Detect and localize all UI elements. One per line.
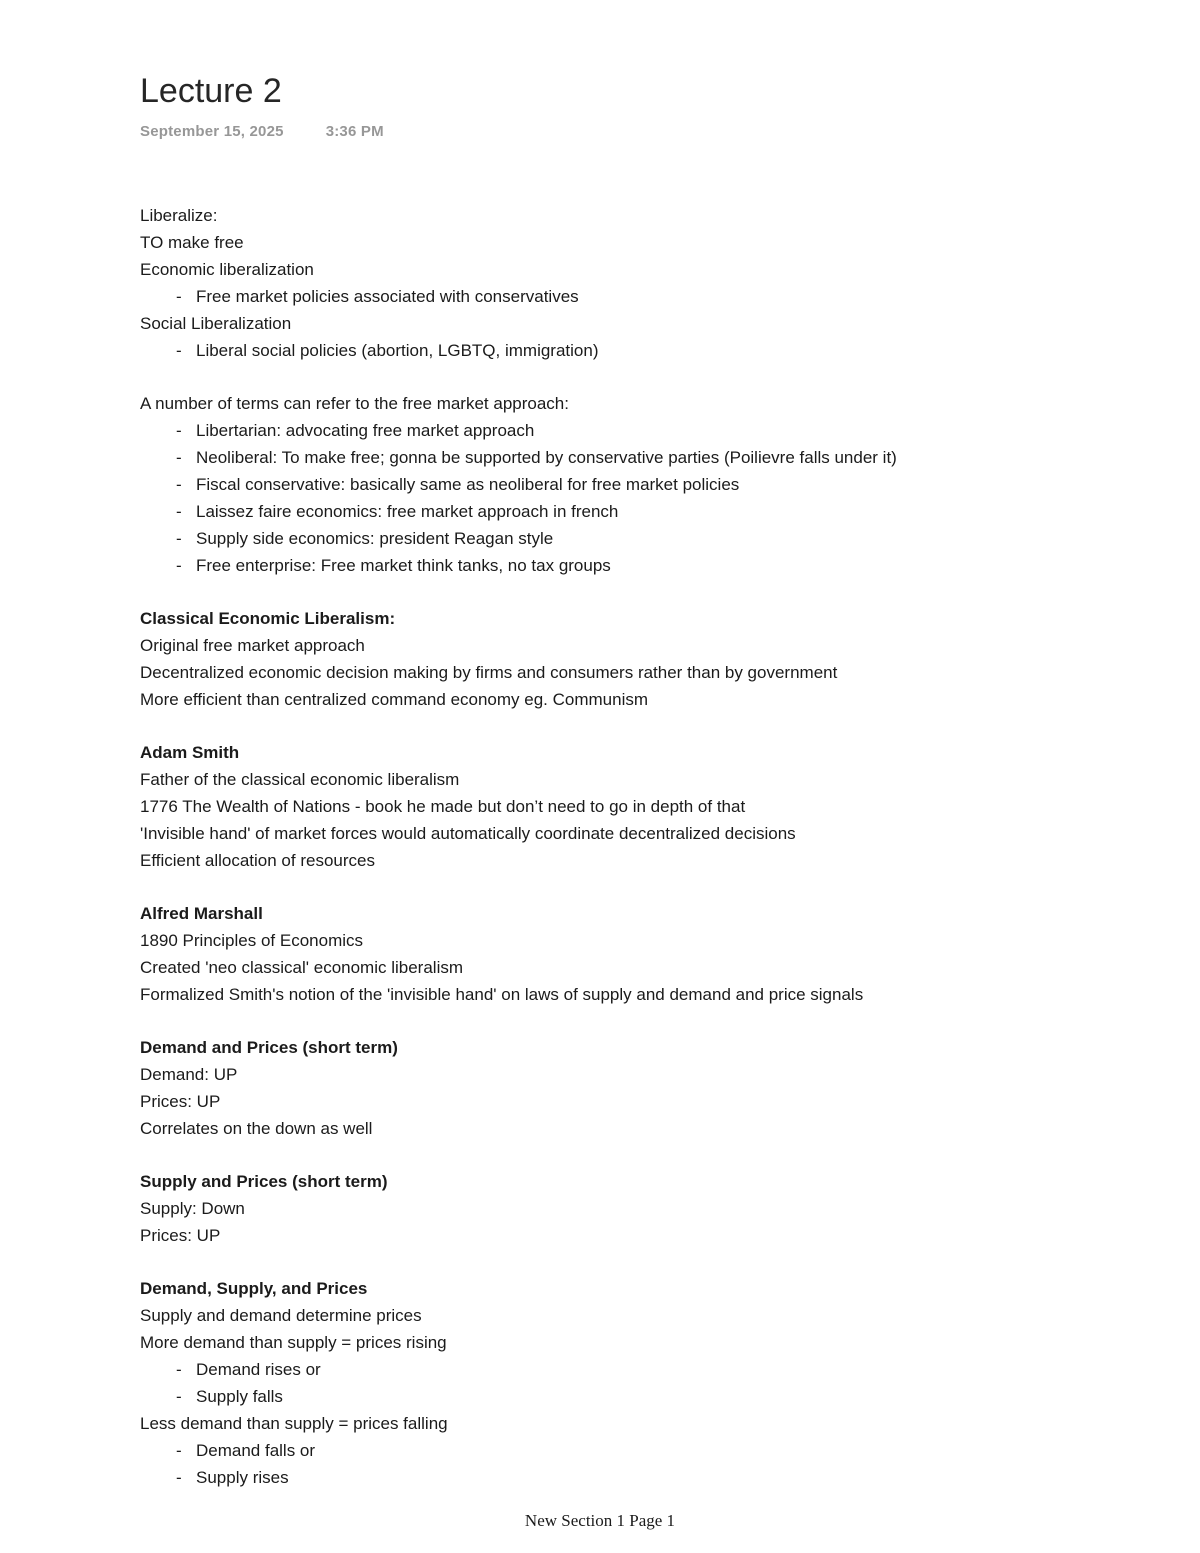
bullet-line [140, 471, 1090, 498]
bullet-dash-icon: - [176, 475, 182, 494]
text-line: Economic liberalization [140, 260, 314, 279]
page-title: Lecture 2 [140, 72, 282, 110]
heading-line: Supply and Prices (short term) [140, 1172, 388, 1191]
bullet-text: Supply falls [196, 1387, 283, 1406]
page-datetime [140, 123, 1090, 140]
text-line: Liberalize: [140, 206, 218, 225]
bullet-line [140, 444, 1090, 471]
bullet-dash-icon: - [176, 556, 182, 575]
text-line: A number of terms can refer to the free market approach: [140, 394, 569, 413]
page-footer: New Section 1 Page 1 [524, 1511, 676, 1530]
bullet-text: Liberal social policies (abortion, LGBTQ, immigration) [196, 341, 599, 360]
text-line: Social Liberalization [140, 314, 292, 333]
text-line: Formalized Smith's notion of the 'invisible hand' on laws of supply and demand and price signals [140, 985, 864, 1004]
bullet-dash-icon: - [176, 448, 182, 467]
text-line: 1890 Principles of Economics [140, 931, 364, 950]
bullet-text: Libertarian: advocating free market approach [196, 421, 535, 440]
note-section [140, 390, 1090, 579]
bullet-dash-icon: - [176, 287, 182, 306]
notes-body [140, 202, 1090, 1491]
text-line: 1776 The Wealth of Nations - book he made but don’t need to go in depth of that [140, 797, 746, 816]
text-line: 'Invisible hand' of market forces would automatically coordinate decentralized decisions [140, 824, 796, 843]
bullet-line [140, 1437, 1090, 1464]
bullet-text: Demand rises or [196, 1360, 321, 1379]
note-section [140, 900, 1090, 1008]
text-line: Less demand than supply = prices falling [140, 1414, 448, 1433]
bullet-line [140, 337, 1090, 364]
text-line: TO make free [140, 233, 244, 252]
note-section [140, 605, 1090, 713]
bullet-text: Supply rises [196, 1468, 289, 1487]
page-content [140, 72, 1090, 1491]
bullet-text: Fiscal conservative: basically same as neoliberal for free market policies [196, 475, 740, 494]
bullet-dash-icon: - [176, 421, 182, 440]
bullet-line [140, 417, 1090, 444]
note-section [140, 739, 1090, 874]
bullet-line [140, 525, 1090, 552]
text-line: Correlates on the down as well [140, 1119, 373, 1138]
bullet-dash-icon: - [176, 1468, 182, 1487]
bullet-text: Supply side economics: president Reagan style [196, 529, 554, 548]
text-line: Prices: UP [140, 1226, 221, 1245]
note-section [140, 1275, 1090, 1491]
text-line: Decentralized economic decision making by firms and consumers rather than by government [140, 663, 838, 682]
heading-line: Classical Economic Liberalism: [140, 609, 396, 628]
bullet-line [140, 1464, 1090, 1491]
bullet-line [140, 552, 1090, 579]
bullet-dash-icon: - [176, 1360, 182, 1379]
bullet-dash-icon: - [176, 1441, 182, 1460]
text-line: Prices: UP [140, 1092, 221, 1111]
page-time: 3:36 PM [325, 123, 384, 140]
text-line: Efficient allocation of resources [140, 851, 375, 870]
text-line: More demand than supply = prices rising [140, 1333, 447, 1352]
text-line: Original free market approach [140, 636, 365, 655]
bullet-dash-icon: - [176, 529, 182, 548]
note-section [140, 1034, 1090, 1142]
bullet-text: Free enterprise: Free market think tanks, no tax groups [196, 556, 611, 575]
text-line: Demand: UP [140, 1065, 238, 1084]
note-section [140, 202, 1090, 364]
text-line: Supply: Down [140, 1199, 245, 1218]
heading-line: Adam Smith [140, 743, 240, 762]
text-line: Father of the classical economic liberalism [140, 770, 460, 789]
bullet-text: Free market policies associated with conservatives [196, 287, 579, 306]
text-line: Created 'neo classical' economic liberalism [140, 958, 464, 977]
bullet-line [140, 1383, 1090, 1410]
heading-line: Demand, Supply, and Prices [140, 1279, 368, 1298]
bullet-line [140, 1356, 1090, 1383]
bullet-dash-icon: - [176, 341, 182, 360]
heading-line: Demand and Prices (short term) [140, 1038, 398, 1057]
bullet-line [140, 283, 1090, 310]
heading-line: Alfred Marshall [140, 904, 263, 923]
bullet-dash-icon: - [176, 1387, 182, 1406]
note-section [140, 1168, 1090, 1249]
bullet-dash-icon: - [176, 502, 182, 521]
bullet-text: Neoliberal: To make free; gonna be supported by conservative parties (Poilievre falls under it) [196, 448, 897, 467]
page-date: September 15, 2025 [140, 123, 284, 140]
bullet-text: Laissez faire economics: free market approach in french [196, 502, 619, 521]
text-line: Supply and demand determine prices [140, 1306, 422, 1325]
bullet-line [140, 498, 1090, 525]
text-line: More efficient than centralized command economy eg. Communism [140, 690, 649, 709]
bullet-text: Demand falls or [196, 1441, 316, 1460]
